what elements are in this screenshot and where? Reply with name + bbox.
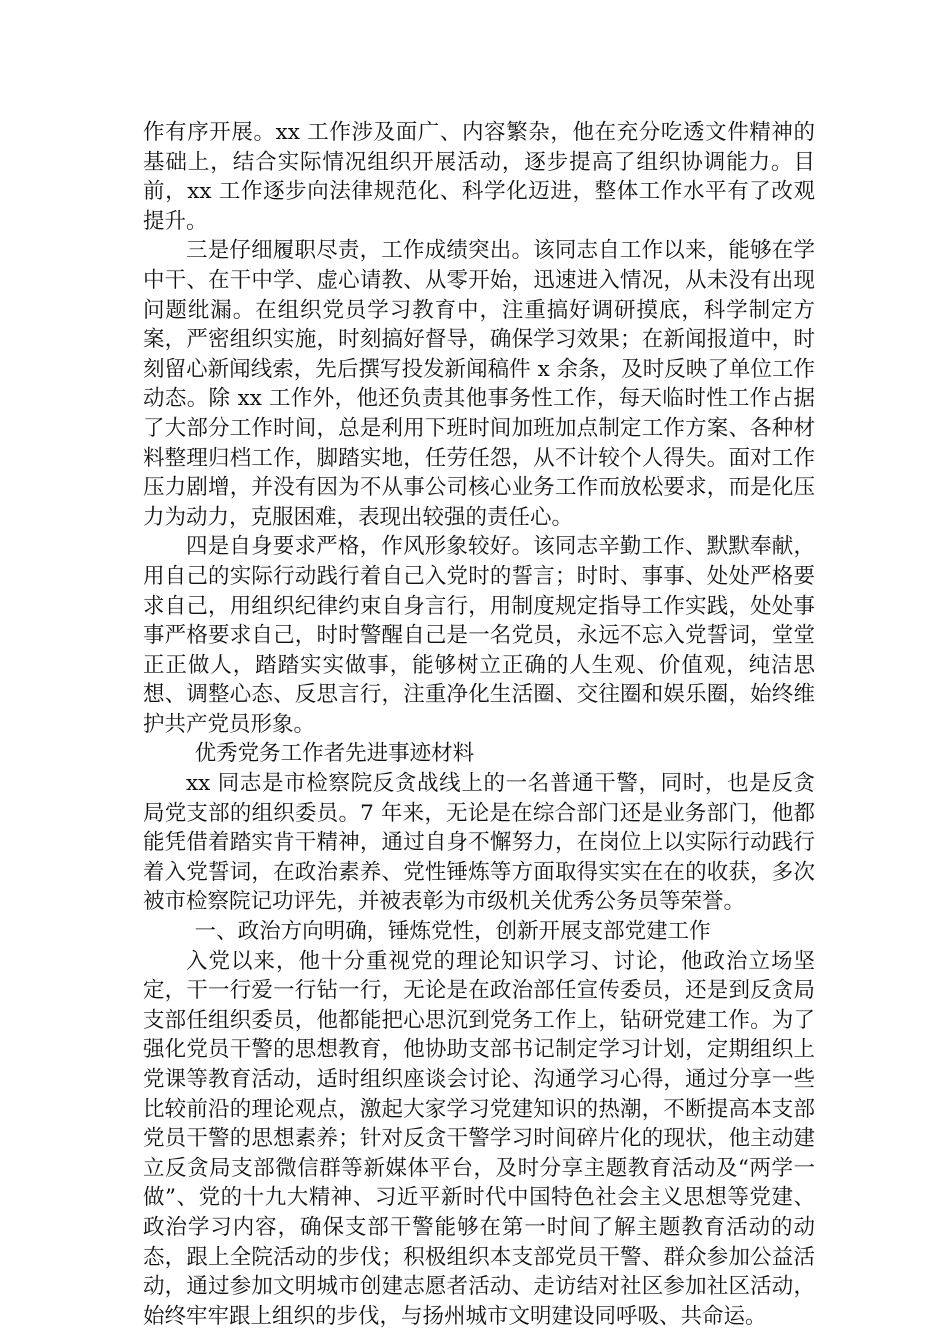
section-title: 优秀党务工作者先进事迹材料 bbox=[194, 741, 475, 767]
paragraph-third-point: 三是仔细履职尽责，工作成绩突出。该同志自工作以来，能够在学中干、在干中学、虚心请教、从零开始，迅速进入情况，从未没有出现问题纰漏。在组织党员学习教育中，注重搞好调研摸底，科学制定方案，严密组织实施，时刻搞好督导，确保学习效果；在新闻报道中，时刻留心新闻线索，先后撰写投发新闻稿件 x 余条，及时反映了单位工作动态。除 xx 工作外，他还负责其他事务性工作，每天临时性工作占据了大部分工作时间，总是利用下班时间加班加点制定工作方案、各种材料整理归档工作，脚踏实地，任劳任怨，从不计较个人得失。面对工作压力剧增，并没有因为不从事公司核心业务工作而放松要求，而是化压力为动力，克服困难，表现出较强的责任心。 bbox=[143, 238, 816, 530]
document-page bbox=[143, 118, 815, 1331]
paragraph-continuation: 作有序开展。xx 工作涉及面广、内容繁杂，他在充分吃透文件精神的基础上，结合实际情况组织开展活动，逐步提高了组织协调能力。目前，xx 工作逐步向法律规范化、科学化迈进，整体工作水平有了改观提升。 bbox=[143, 120, 815, 234]
paragraph-intro: xx 同志是市检察院反贪战线上的一名普通干警，同时，也是反贪局党支部的组织委员。7 年来，无论是在综合部门还是业务部门，他都能凭借着踏实肯干精神，通过自身不懈努力，在岗位上以实际行动践行着入党誓词，在政治素养、党性锤炼等方面取得实实在在的收获，多次被市检察院记功评先，并被表彰为市级机关优秀公务员等荣誉。 bbox=[143, 771, 815, 915]
section-heading-one: 一、政治方向明确，锤炼党性，创新开展支部党建工作 bbox=[194, 919, 711, 945]
paragraph-party-work: 入党以来，他十分重视党的理论知识学习、讨论，他政治立场坚定，干一行爱一行钻一行，无论是在政治部任宣传委员，还是到反贪局支部任组织委员，他都能把心思沉到党务工作上，钻研党建工作。为了强化党员干警的思想教育，他协助支部书记制定学习计划，定期组织上党课等教育活动，适时组织座谈会讨论、沟通学习心得，通过分享一些比较前沿的理论观点，激起大家学习党建知识的热潮，不断提高本支部党员干警的思想素养；针对反贪干警学习时间碎片化的现状，他主动建立反贪局支部微信群等新媒体平台，及时分享主题教育活动及“两学一做”、党的十九大精神、习近平新时代中国特色社会主义思想等党建、政治学习内容，确保支部干警能够在第一时间了解主题教育活动的动态，跟上全院活动的步伐；积极组织本支部党员干警、群众参加公益活动，通过参加文明城市创建志愿者活动、走访结对社区参加社区活动，始终牢牢跟上组织的步伐，与扬州城市文明建设同呼吸、共命运。 bbox=[143, 948, 815, 1329]
paragraph-fourth-point: 四是自身要求严格，作风形象较好。该同志辛勤工作、默默奉献，用自己的实际行动践行着自己入党时的誓言；时时、事事、处处严格要求自己，用组织纪律约束自身言行，用制度规定指导工作实践，处处事事严格要求自己，时时警醒自己是一名党员，永远不忘入党誓词，堂堂正正做人，踏踏实实做事，能够树立正确的人生观、价值观，纯洁思想、调整心态、反思言行，注重净化生活圈、交往圈和娱乐圈，始终维护共产党员形象。 bbox=[143, 534, 815, 737]
